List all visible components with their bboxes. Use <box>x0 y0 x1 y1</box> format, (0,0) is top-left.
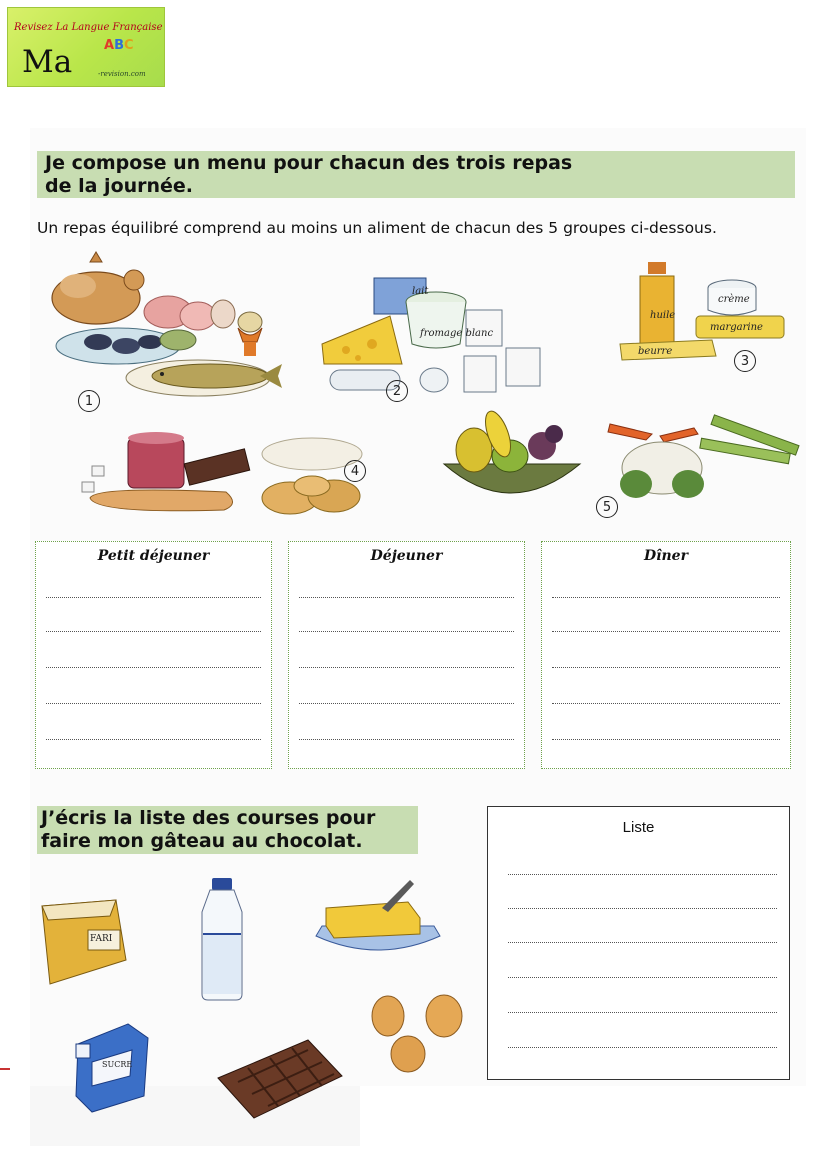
section2-title-banner <box>37 806 418 854</box>
logo-brand: Ma <box>22 44 73 80</box>
meal-title-dinner: Dîner <box>644 548 688 564</box>
answer-line[interactable] <box>46 739 261 740</box>
food-group-4-illustration <box>76 420 376 520</box>
list-answer-line[interactable] <box>508 977 777 978</box>
chocolate-bar-illustration <box>212 1036 348 1122</box>
answer-line[interactable] <box>46 703 261 704</box>
answer-line[interactable] <box>299 739 514 740</box>
answer-line[interactable] <box>299 703 514 704</box>
list-answer-line[interactable] <box>508 1012 777 1013</box>
section1-title: Je compose un menu pour chacun des trois repas de la journée. <box>45 152 573 197</box>
section2-title: J’écris la liste des courses pour faire mon gâteau au chocolat. <box>41 807 376 852</box>
food-group-number: 3 <box>734 350 756 372</box>
sugar-box-illustration <box>70 1020 152 1114</box>
answer-line[interactable] <box>552 667 780 668</box>
milk-bottle-illustration <box>190 878 254 1002</box>
answer-line[interactable] <box>299 597 514 598</box>
food-group-3-illustration <box>598 262 798 374</box>
food-group-1-illustration <box>38 250 290 420</box>
logo-abc: ABC <box>104 38 134 53</box>
shopping-list-box <box>487 806 790 1080</box>
food-group-number: 5 <box>596 496 618 518</box>
label-milk: lait <box>412 286 429 297</box>
answer-line[interactable] <box>46 631 261 632</box>
answer-line[interactable] <box>552 703 780 704</box>
site-logo <box>7 7 165 87</box>
logo-site: -revision.com <box>98 70 146 78</box>
butter-illustration <box>312 878 444 960</box>
flour-bag-illustration <box>36 894 132 990</box>
answer-line[interactable] <box>552 597 780 598</box>
list-answer-line[interactable] <box>508 1047 777 1048</box>
meal-title-breakfast: Petit déjeuner <box>97 548 210 564</box>
margin-mark <box>0 1068 10 1070</box>
label-huile: huile <box>650 310 676 321</box>
food-group-2-illustration <box>316 272 566 408</box>
meal-box-dinner <box>541 541 791 769</box>
shopping-list-title: Liste <box>622 819 655 836</box>
answer-line[interactable] <box>552 739 780 740</box>
food-group-5-illustration <box>440 410 810 522</box>
label-beurre: beurre <box>638 346 673 357</box>
label-farine: FARI <box>90 934 113 944</box>
food-group-number: 4 <box>344 460 366 482</box>
meal-box-lunch <box>288 541 525 769</box>
label-sucre: SUCRE <box>102 1060 133 1069</box>
answer-line[interactable] <box>46 667 261 668</box>
label-creme: crème <box>718 294 750 305</box>
logo-tagline: Revisez La Langue Française <box>14 22 163 33</box>
section1-title-banner <box>37 151 795 198</box>
answer-line[interactable] <box>299 631 514 632</box>
eggs-illustration <box>370 990 470 1074</box>
answer-line[interactable] <box>552 631 780 632</box>
list-answer-line[interactable] <box>508 942 777 943</box>
list-answer-line[interactable] <box>508 874 777 875</box>
list-answer-line[interactable] <box>508 908 777 909</box>
label-margarine: margarine <box>710 322 763 333</box>
food-group-number: 1 <box>78 390 100 412</box>
answer-line[interactable] <box>46 597 261 598</box>
meal-box-breakfast <box>35 541 272 769</box>
label-fromage-blanc: fromage blanc <box>420 328 494 339</box>
answer-line[interactable] <box>299 667 514 668</box>
food-group-number: 2 <box>386 380 408 402</box>
meal-title-lunch: Déjeuner <box>370 548 443 564</box>
section1-subtitle: Un repas équilibré comprend au moins un aliment de chacun des 5 groupes ci-dessous. <box>37 219 717 237</box>
